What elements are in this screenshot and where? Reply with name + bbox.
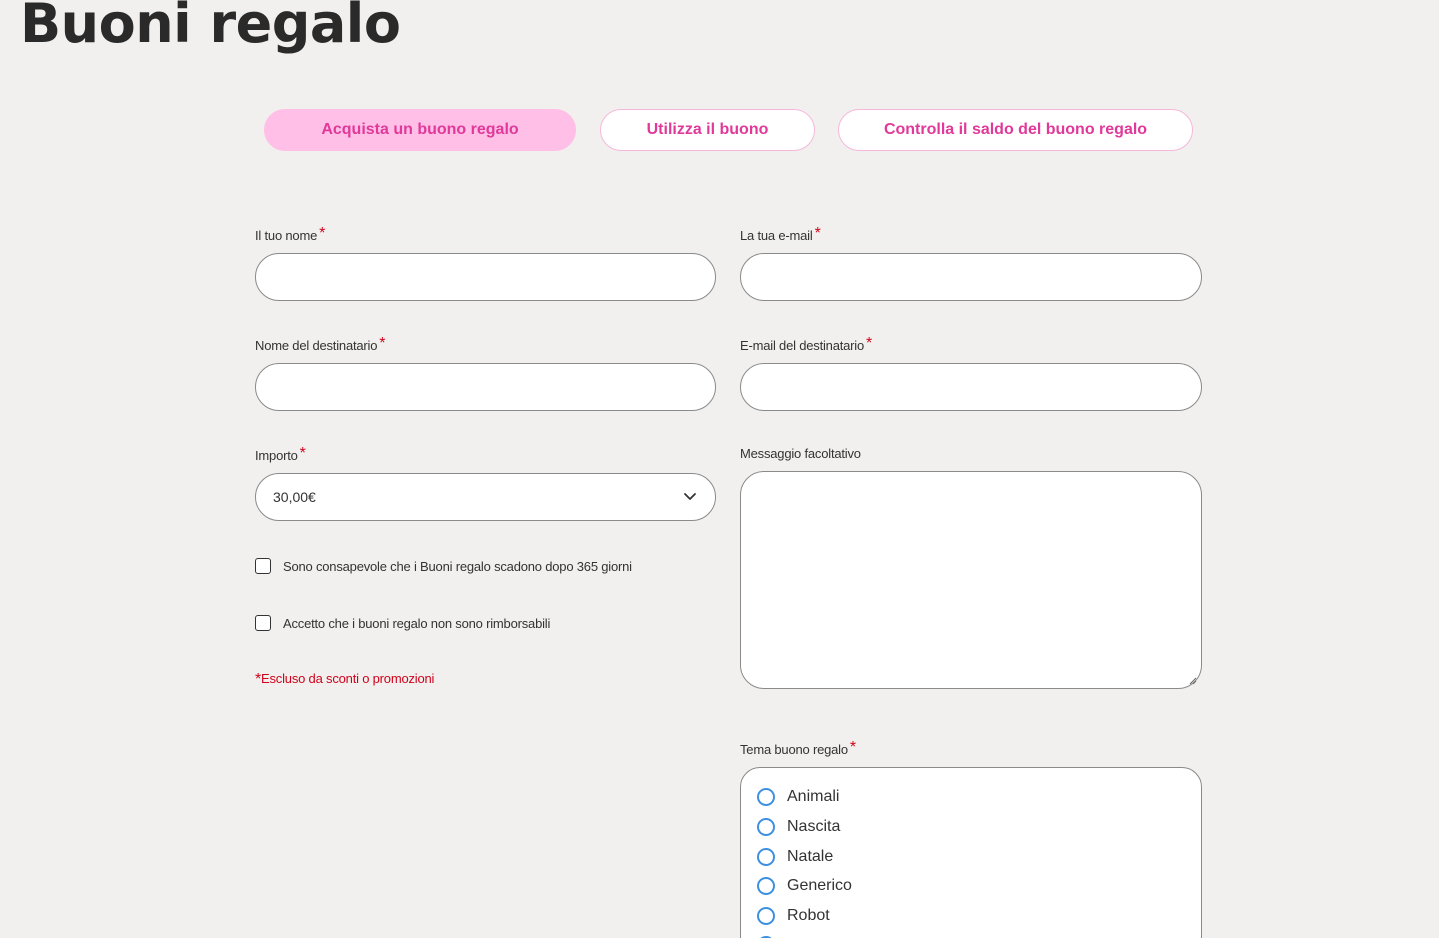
theme-option-label: Animali xyxy=(787,788,840,805)
your-name-input[interactable] xyxy=(255,253,716,301)
tab-redeem-voucher[interactable]: Utilizza il buono xyxy=(600,109,815,151)
theme-option-label: Robot xyxy=(787,907,830,924)
theme-option-robot[interactable] xyxy=(757,907,830,925)
required-mark: * xyxy=(866,335,873,352)
tab-check-balance[interactable]: Controlla il saldo del buono regalo xyxy=(838,109,1193,151)
note-star: * xyxy=(255,671,262,688)
radio-button[interactable] xyxy=(757,818,775,836)
amount-selected-value: 30,00€ xyxy=(273,489,316,505)
theme-option-label: Generico xyxy=(787,877,852,894)
theme-option-natale[interactable] xyxy=(757,848,833,866)
promo-exclusion-note xyxy=(255,670,434,688)
recipient-email-input[interactable] xyxy=(740,363,1202,411)
amount-label xyxy=(255,447,306,465)
theme-label xyxy=(740,741,856,759)
theme-option-label: Natale xyxy=(787,848,834,865)
expiry-consent-label: Sono consapevole che i Buoni regalo scadono dopo 365 giorni xyxy=(283,558,632,574)
required-mark: * xyxy=(849,739,856,756)
theme-radio-group xyxy=(740,767,1202,938)
required-mark: * xyxy=(299,445,306,462)
your-name-label-text: Il tuo nome xyxy=(255,228,318,243)
radio-button[interactable] xyxy=(757,877,775,895)
recipient-name-label xyxy=(255,337,385,355)
message-label: Messaggio facoltativo xyxy=(740,446,861,461)
tab-bar xyxy=(264,109,1194,153)
theme-option-label: Nascita xyxy=(787,818,841,835)
expiry-consent-checkbox[interactable] xyxy=(255,558,271,574)
required-mark: * xyxy=(319,225,326,242)
non-refundable-consent-row[interactable] xyxy=(255,615,550,631)
required-mark: * xyxy=(814,225,821,242)
tab-buy-gift-card[interactable]: Acquista un buono regalo xyxy=(264,109,576,151)
theme-label-text: Tema buono regalo xyxy=(740,742,848,757)
recipient-name-input[interactable] xyxy=(255,363,716,411)
page-title: Buoni regalo xyxy=(20,0,401,55)
your-email-input[interactable] xyxy=(740,253,1202,301)
amount-select[interactable] xyxy=(255,473,716,521)
expiry-consent-row[interactable] xyxy=(255,558,632,574)
non-refundable-consent-label: Accetto che i buoni regalo non sono rimborsabili xyxy=(283,615,551,631)
theme-option-animali[interactable] xyxy=(757,788,839,806)
radio-button[interactable] xyxy=(757,788,775,806)
message-textarea[interactable] xyxy=(740,471,1202,689)
recipient-email-label-text: E-mail del destinatario xyxy=(740,338,865,353)
your-name-label xyxy=(255,227,325,245)
theme-option-generico[interactable] xyxy=(757,877,852,895)
recipient-name-label-text: Nome del destinatario xyxy=(255,338,378,353)
amount-label-text: Importo xyxy=(255,448,298,463)
resize-grip-icon[interactable] xyxy=(1189,677,1197,685)
your-email-label xyxy=(740,227,821,245)
chevron-down-icon xyxy=(683,489,697,503)
theme-option-nascita[interactable] xyxy=(757,818,840,836)
radio-button[interactable] xyxy=(757,848,775,866)
recipient-email-label xyxy=(740,337,872,355)
radio-button[interactable] xyxy=(757,907,775,925)
non-refundable-consent-checkbox[interactable] xyxy=(255,615,271,631)
note-text: Escluso da sconti o promozioni xyxy=(261,671,435,686)
your-email-label-text: La tua e-mail xyxy=(740,228,813,243)
required-mark: * xyxy=(379,335,386,352)
